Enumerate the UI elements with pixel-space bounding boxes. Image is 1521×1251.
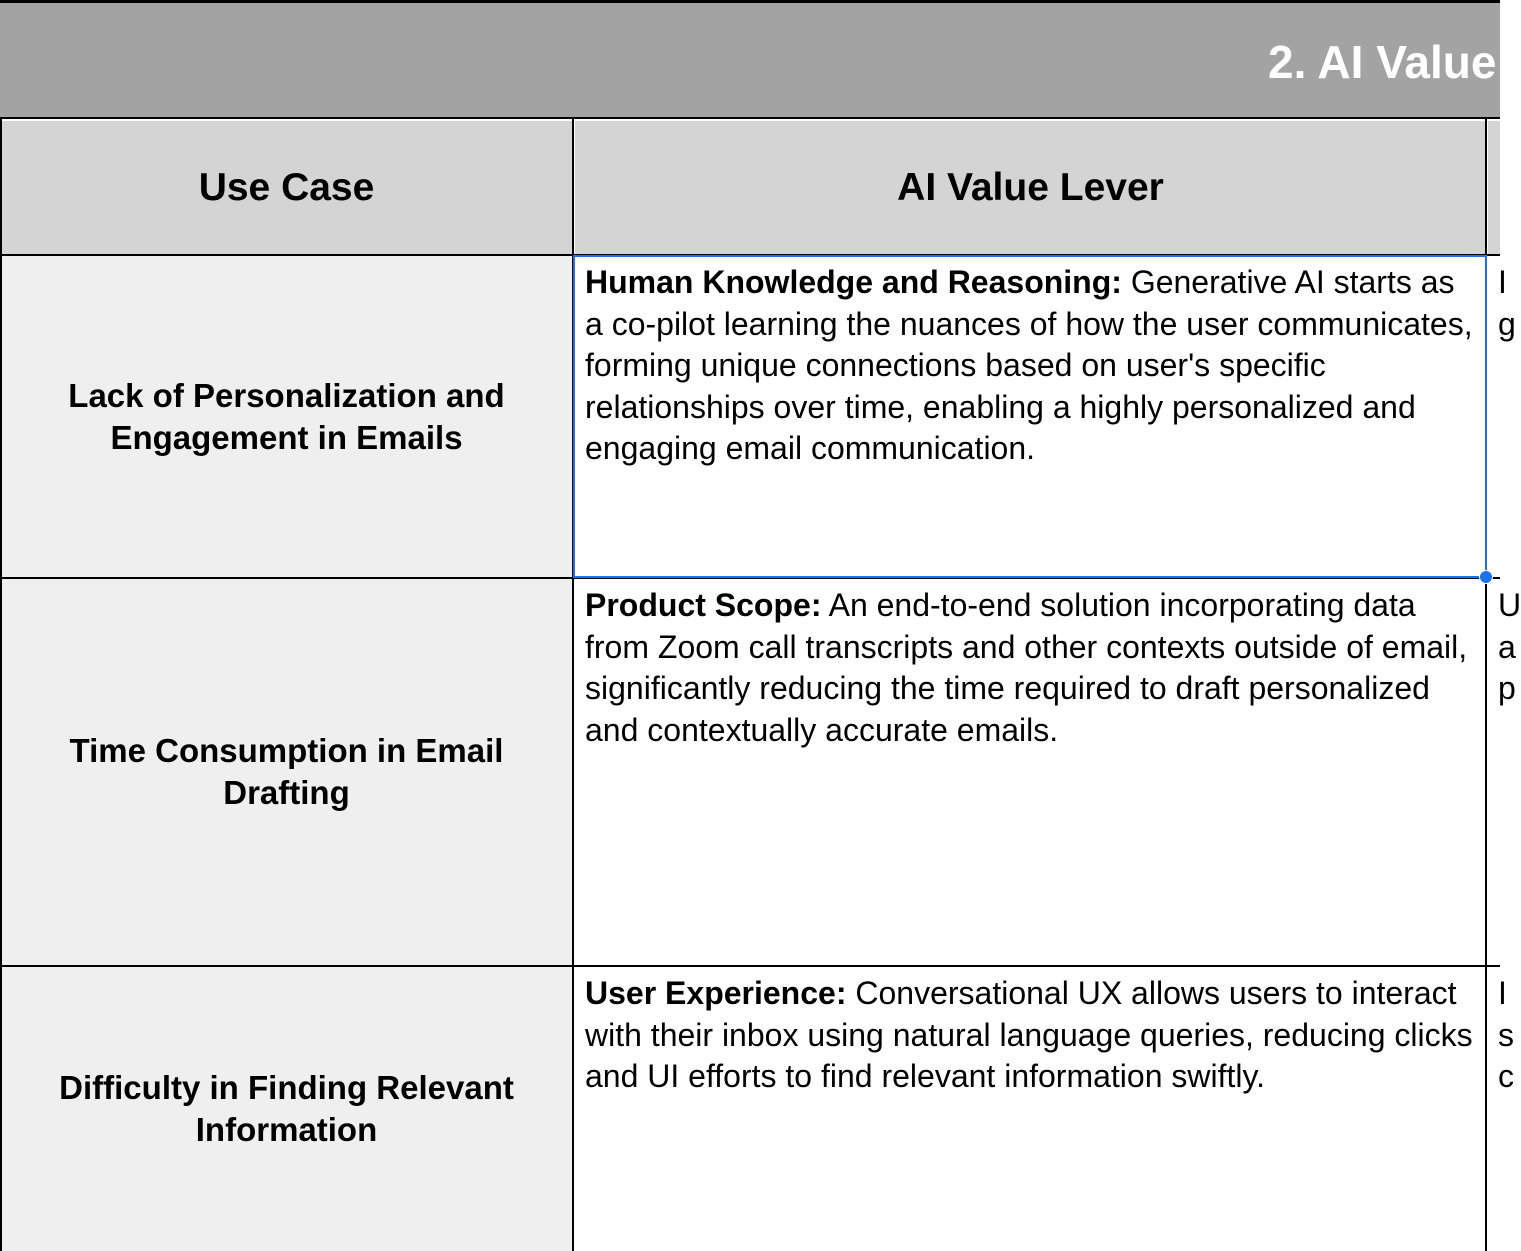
header-cell-ai-value-lever[interactable] bbox=[575, 121, 1486, 255]
next-column-text-3a: I bbox=[1498, 975, 1507, 1011]
grid-line-h2 bbox=[0, 577, 1500, 579]
lever-label-1: Human Knowledge and Reasoning: bbox=[585, 264, 1122, 300]
use-case-cell-3[interactable] bbox=[0, 967, 573, 1251]
lever-text-2: An end-to-end solution incorporating data from Zoom call transcripts and other contexts outside of email, significantly reducing the time required to draft personalized and contextually accurate emails. bbox=[585, 587, 1468, 748]
next-column-text-3c: c bbox=[1498, 1058, 1514, 1094]
table-title: 2. AI Value bbox=[1268, 36, 1497, 88]
next-column-text-2c: p bbox=[1498, 670, 1516, 706]
next-column-text-1b: g bbox=[1498, 305, 1516, 342]
lever-label-3: User Experience: bbox=[585, 975, 847, 1011]
next-column-text-2a: U bbox=[1498, 587, 1521, 623]
use-case-text-2: Time Consumption in Email Drafting bbox=[69, 732, 504, 811]
use-case-text-3: Difficulty in Finding Relevant Information bbox=[59, 1069, 514, 1148]
fill-handle[interactable] bbox=[1479, 570, 1493, 584]
lever-text-1: Generative AI starts as a co-pilot learning the nuances of how the user communicates, forming unique connections based on user's specific relationships over time, enabling a highly personalized and engaging email communication. bbox=[585, 264, 1473, 466]
next-column-cell-3[interactable] bbox=[1488, 967, 1514, 1251]
grid-line-h1 bbox=[0, 254, 1500, 256]
grid-line-h3 bbox=[0, 965, 1500, 967]
lever-cell-1[interactable] bbox=[575, 256, 1486, 577]
header-cell-next-column[interactable] bbox=[1488, 121, 1500, 255]
use-case-cell-2[interactable] bbox=[0, 579, 573, 965]
lever-label-2: Product Scope: bbox=[585, 587, 822, 623]
next-column-text-2b: a bbox=[1498, 628, 1516, 665]
next-column-cell-1[interactable] bbox=[1488, 256, 1516, 577]
grid-line-v2 bbox=[1485, 119, 1487, 1251]
title-bar[interactable] bbox=[0, 3, 1500, 119]
header-label-use-case: Use Case bbox=[198, 166, 375, 209]
next-column-cell-2[interactable] bbox=[1488, 579, 1521, 965]
next-column-text-3b: s bbox=[1498, 1016, 1514, 1053]
lever-text-3: Conversational UX allows users to interact with their inbox using natural language queries, reducing clicks and UI efforts to find relevant information swiftly. bbox=[585, 975, 1473, 1094]
grid-line-v0 bbox=[0, 119, 2, 1251]
header-label-ai-value-lever: AI Value Lever bbox=[897, 166, 1164, 209]
header-cell-use-case[interactable] bbox=[0, 121, 573, 255]
grid-line-v1 bbox=[572, 119, 574, 1251]
next-column-text-1a: I bbox=[1498, 264, 1507, 300]
lever-cell-2[interactable] bbox=[575, 579, 1486, 965]
lever-cell-3[interactable] bbox=[575, 967, 1486, 1251]
use-case-cell-1[interactable] bbox=[0, 256, 573, 577]
use-case-text-1: Lack of Personalization and Engagement in Emails bbox=[68, 376, 505, 456]
